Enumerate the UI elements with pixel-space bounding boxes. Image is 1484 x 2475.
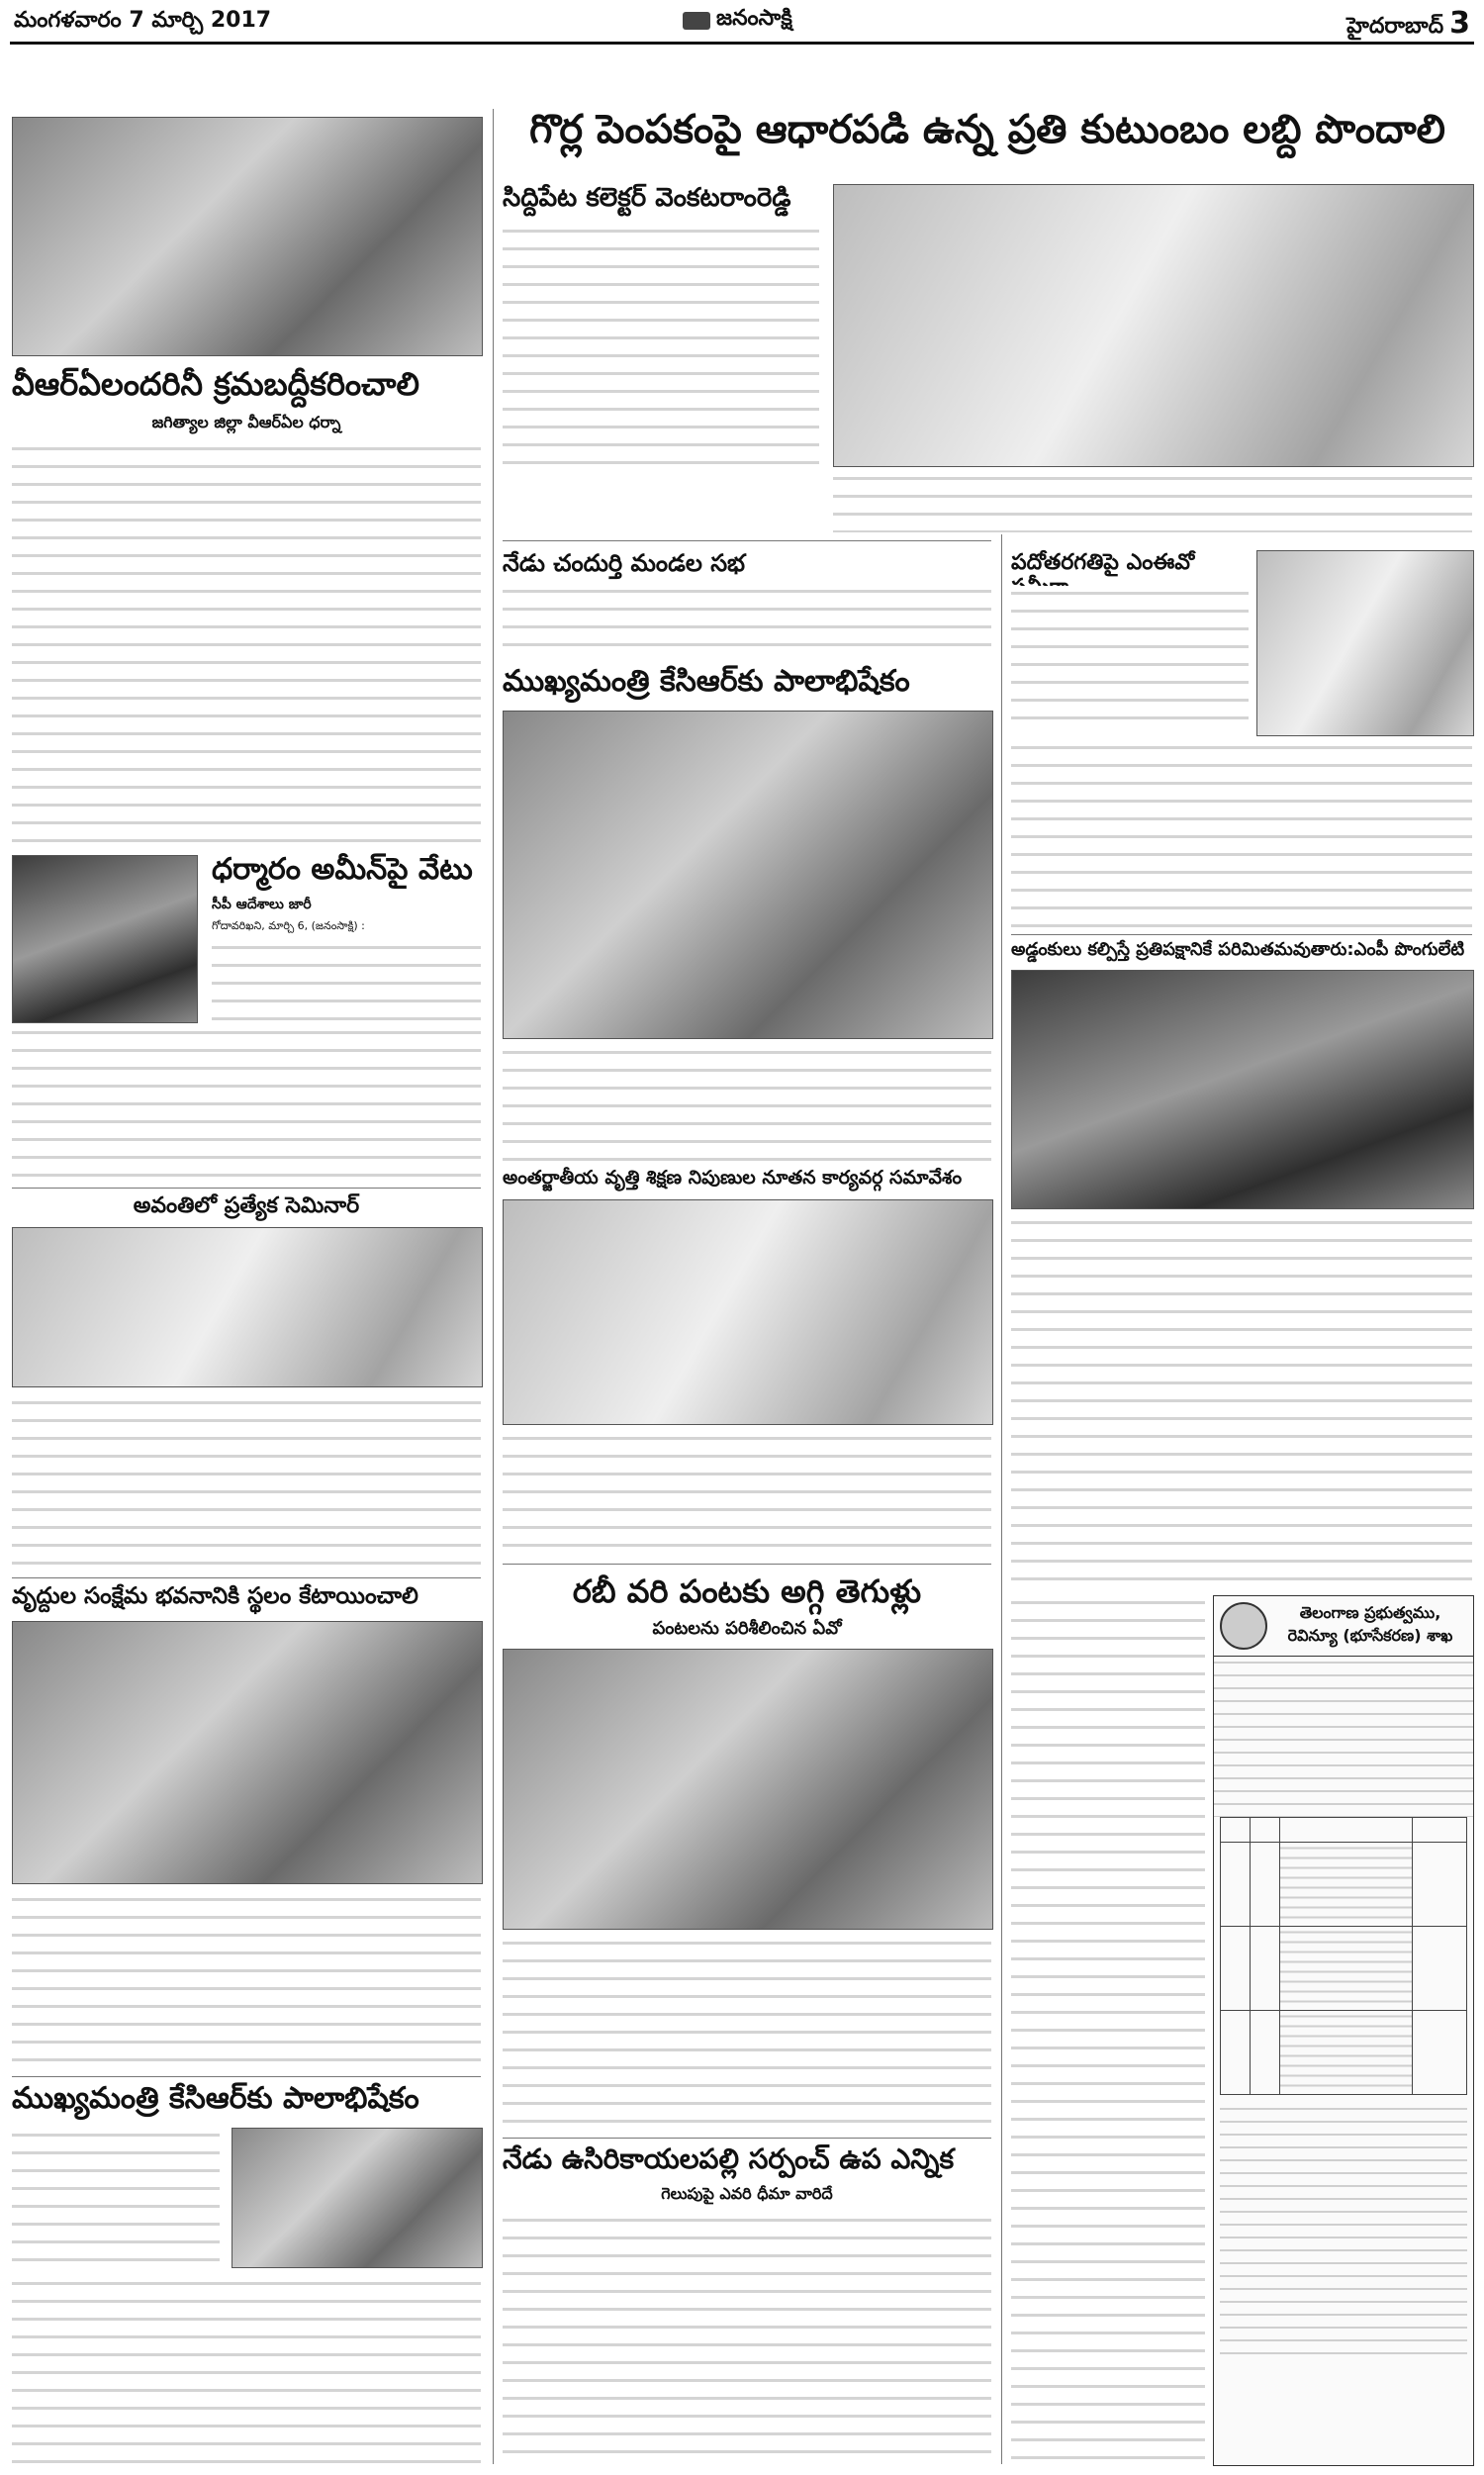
section-divider	[12, 1188, 481, 1189]
section-divider	[1011, 934, 1472, 935]
ad-terms-text	[1220, 2103, 1467, 2360]
section-divider	[12, 1577, 481, 1578]
column-divider	[493, 109, 494, 2464]
chandurthi-headline: నేడు చందుర్తి మండల సభ	[503, 549, 746, 577]
usirikayala-body-text	[503, 2213, 991, 2464]
meo-review-photo	[1256, 550, 1474, 736]
ad-intro-text	[1214, 1657, 1473, 1817]
dharmaram-headline: ధర్మారం అమీన్‌పై వేటు	[212, 852, 473, 887]
masthead-rule	[10, 42, 1474, 45]
masthead-date: మంగళవారం 7 మార్చి 2017	[14, 8, 272, 33]
kcr-left-body-text-cont	[12, 2276, 481, 2464]
avanti-body-text	[12, 1395, 481, 1573]
video-conference-photo	[833, 184, 1474, 467]
seminar-classroom-photo	[12, 1227, 483, 1387]
usirikayala-kicker: గెలుపుపై ఎవరి ధీమా వారిదే	[661, 2184, 833, 2203]
dharmaram-dateline: గోదావరిఖని, మార్చి 6, (జనంసాక్షి) :	[212, 919, 365, 932]
column-divider	[1001, 534, 1002, 2464]
chandurthi-body-text	[503, 584, 991, 655]
banner-body-text-cont	[833, 471, 1472, 532]
ponguleti-body-text-cont	[1011, 1595, 1205, 2464]
section-divider	[503, 540, 991, 541]
vra-kicker: జగిత్యాల జిల్లా వీఆర్ఏల ధర్నా	[151, 413, 341, 431]
usirikayala-headline: నేడు ఉసిరికాయలపల్లి సర్పంచ్ ఉప ఎన్నిక	[503, 2142, 955, 2175]
ad-schedule-table	[1220, 1817, 1467, 2095]
section-divider	[503, 2138, 991, 2139]
banner-body-text	[503, 224, 819, 469]
section-divider	[12, 2076, 481, 2077]
kcr-mid-body-text	[503, 1045, 991, 1164]
elderly-body-text	[12, 1892, 481, 2070]
dharmaram-kicker: సీపీ ఆదేశాలు జారీ	[212, 897, 312, 912]
section-divider	[503, 1564, 991, 1565]
government-notice-ad	[1213, 1595, 1474, 2466]
brand-logo-icon	[683, 12, 710, 30]
rabi-kicker: పంటలను పరిశీలించిన ఏవో	[652, 1618, 842, 1639]
kcr-left-photo	[232, 2128, 483, 2268]
kcr-left-headline: ముఖ్యమంత్రి కేసిఆర్‌కు పాలాభిషేకం	[12, 2081, 419, 2116]
page-number: 3	[1449, 6, 1470, 41]
ponguleti-body-text	[1011, 1215, 1472, 1591]
city-name: హైదరాబాద్	[1346, 14, 1444, 39]
kcr-left-body-text	[12, 2128, 220, 2276]
rabi-headline: రబీ వరి పంటకు అగ్గి తెగుళ్లు	[572, 1572, 922, 1610]
elderly-headline: వృద్దుల సంక్షేమ భవనానికి స్థలం కేటాయించాలి	[12, 1583, 418, 1609]
masthead-city	[1346, 6, 1470, 44]
ponguleti-headline: అడ్డంకులు కల్పిస్తే ప్రతిపక్షానికే పరిమితమవుతారు:ఎంపీ పొంగులేటి	[1011, 939, 1465, 960]
paddy-field-photo	[503, 1649, 993, 1930]
masthead-brand	[683, 6, 792, 36]
ad-title: తెలంగాణ ప్రభుత్వము, రెవిన్యూ (భూసేకరణ) శాఖ	[1287, 1603, 1453, 1645]
avanti-headline: అవంతిలో ప్రత్యేక సెమినార్	[133, 1193, 360, 1218]
kcr-mid-photo	[503, 711, 993, 1039]
vra-body-text	[12, 441, 481, 847]
padavataragati-body-text-cont	[1011, 740, 1472, 928]
telangana-emblem-icon	[1220, 1602, 1267, 1650]
vocational-group-photo	[503, 1199, 993, 1425]
padavataragati-body-text	[1011, 586, 1249, 734]
padavataragati-headline: పదోతరగతిపై ఎంఈవో	[1011, 550, 1195, 575]
brand-name: జనంసాక్షి	[716, 6, 792, 31]
ponguleti-photo	[1011, 970, 1474, 1209]
banner-headline: గొర్ల పెంపకంపై ఆధారపడి ఉన్న ప్రతి కుటుంబం లబ్ది పొందాలి	[529, 107, 1445, 152]
vocational-body-text	[503, 1431, 991, 1560]
kcr-mid-headline: ముఖ్యమంత్రి కేసిఆర్‌కు పాలాభిషేకం	[503, 664, 910, 699]
dharmaram-body-text	[212, 940, 481, 1021]
elderly-petition-photo	[12, 1621, 483, 1884]
vocational-headline: అంతర్జాతీయ వృత్తి శిక్షణ నిపుణుల నూతన కార్యవర్గ సమావేశం	[503, 1167, 963, 1189]
vra-protest-photo	[12, 117, 483, 356]
dharmaram-body-text-cont	[12, 1025, 481, 1184]
officer-portrait-photo	[12, 855, 198, 1023]
rabi-body-text	[503, 1936, 991, 2134]
banner-subhead: సిద్దిపేట కలెక్టర్ వెంకటరాంరెడ్డి	[503, 183, 791, 213]
vra-headline: వీఆర్ఏలందరినీ క్రమబద్దీకరించాలి	[12, 365, 419, 403]
